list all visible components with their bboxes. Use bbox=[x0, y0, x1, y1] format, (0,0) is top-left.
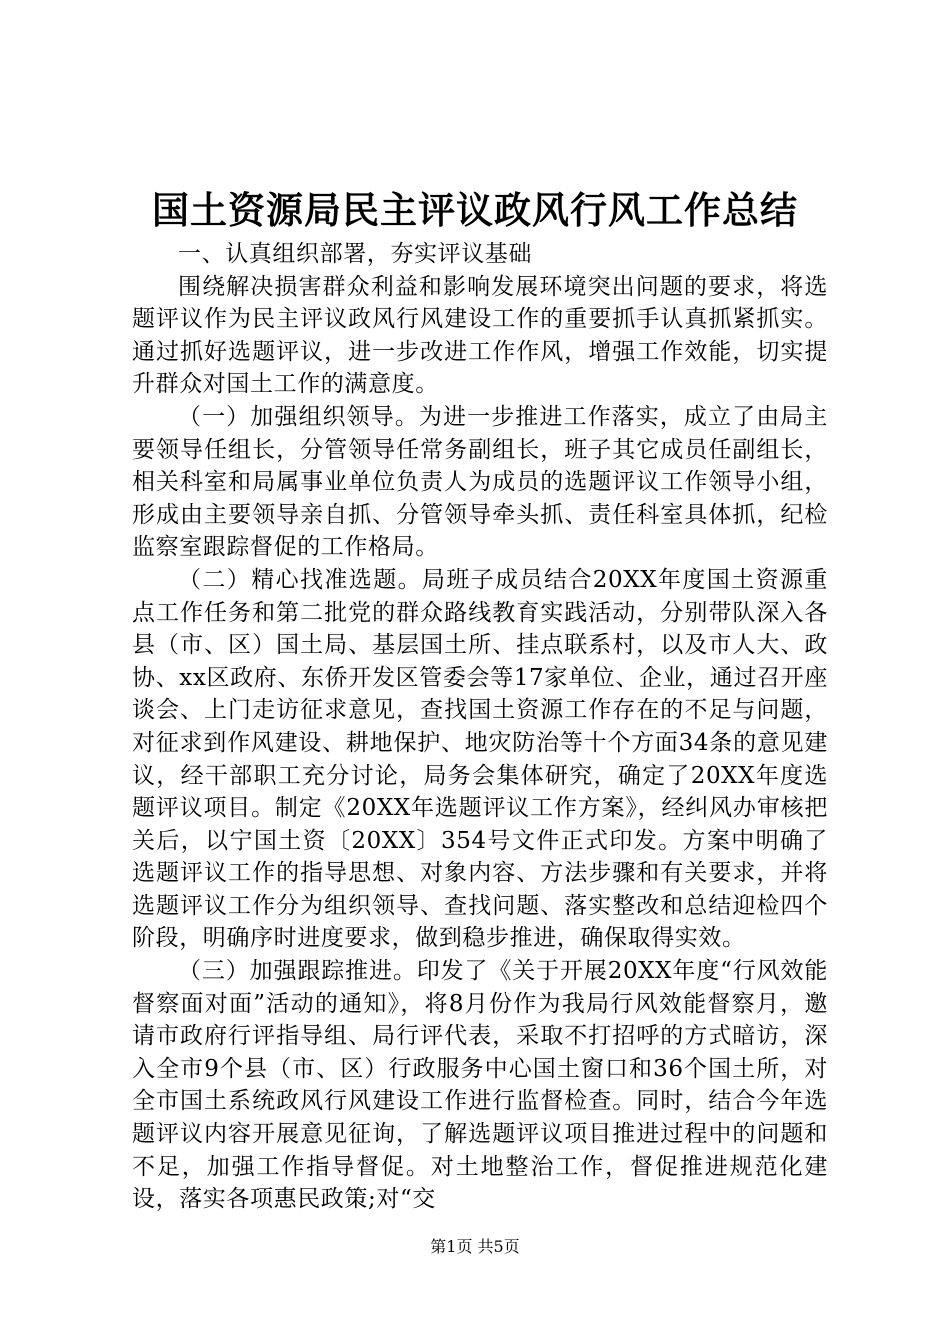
document-body bbox=[132, 238, 828, 1216]
document-title: 国土资源局民主评议政风行风工作总结 bbox=[152, 188, 798, 232]
paragraph-tracking: （三）加强跟踪推进。印发了《关于开展20XX年度“行风效能督察面对面”活动的通知》，将8月份作为我局行风效能督察月，邀请市政府行评指导组、局行评代表，采取不打招呼的方式暗访，深入全市9个县（市、区）行政服务中心国土窗口和36个国土所，对全市国土系统政风行风建设工作进行监督检查。同时，结合今年选题评议内容开展意见征询，了解选题评议项目推进过程中的问题和不足，加强工作指导督促。对土地整治工作，督促推进规范化建设，落实各项惠民政策;对“交 bbox=[132, 958, 828, 1213]
paragraph-organization: （一）加强组织领导。为进一步推进工作落实，成立了由局主要领导任组长，分管领导任常务副组长，班子其它成员任副组长，相关科室和局属事业单位负责人为成员的选题评议工作领导小组，形成由主要领导亲自抓、分管领导牵头抓、责任科室具体抓，纪检监察室跟踪督促的工作格局。 bbox=[132, 403, 828, 561]
paragraph-intro: 围绕解决损害群众利益和影响发展环境突出问题的要求，将选题评议作为民主评议政风行风建设工作的重要抓手认真抓紧抓实。通过抓好选题评议，进一步改进工作作风，增强工作效能，切实提升群众对国土工作的满意度。 bbox=[132, 273, 828, 398]
section-heading: 一、认真组织部署，夯实评议基础 bbox=[178, 241, 532, 267]
page-footer: 第1页 共5页 bbox=[430, 1237, 520, 1256]
paragraph-topic-selection: （二）精心找准选题。局班子成员结合20XX年度国土资源重点工作任务和第二批党的群众路线教育实践活动，分别带队深入各县（市、区）国土局、基层国土所、挂点联系村，以及市人大、政协、xx区政府、东侨开发区管委会等17家单位、企业，通过召开座谈会、上门走访征求意见，查找国土资源工作存在的不足与问题，对征求到作风建设、耕地保护、地灾防治等十个方面34条的意见建议，经干部职工充分讨论，局务会集体研究，确定了20XX年度选题评议项目。制定《20XX年选题评议工作方案》，经纠风办审核把关后，以宁国土资〔20XX〕354号文件正式印发。方案中明确了选题评议工作的指导思想、对象内容、方法步骤和有关要求，并将选题评议工作分为组织领导、查找问题、落实整改和总结迎检四个阶段，明确序时进度要求，做到稳步推进，确保取得实效。 bbox=[132, 566, 828, 952]
